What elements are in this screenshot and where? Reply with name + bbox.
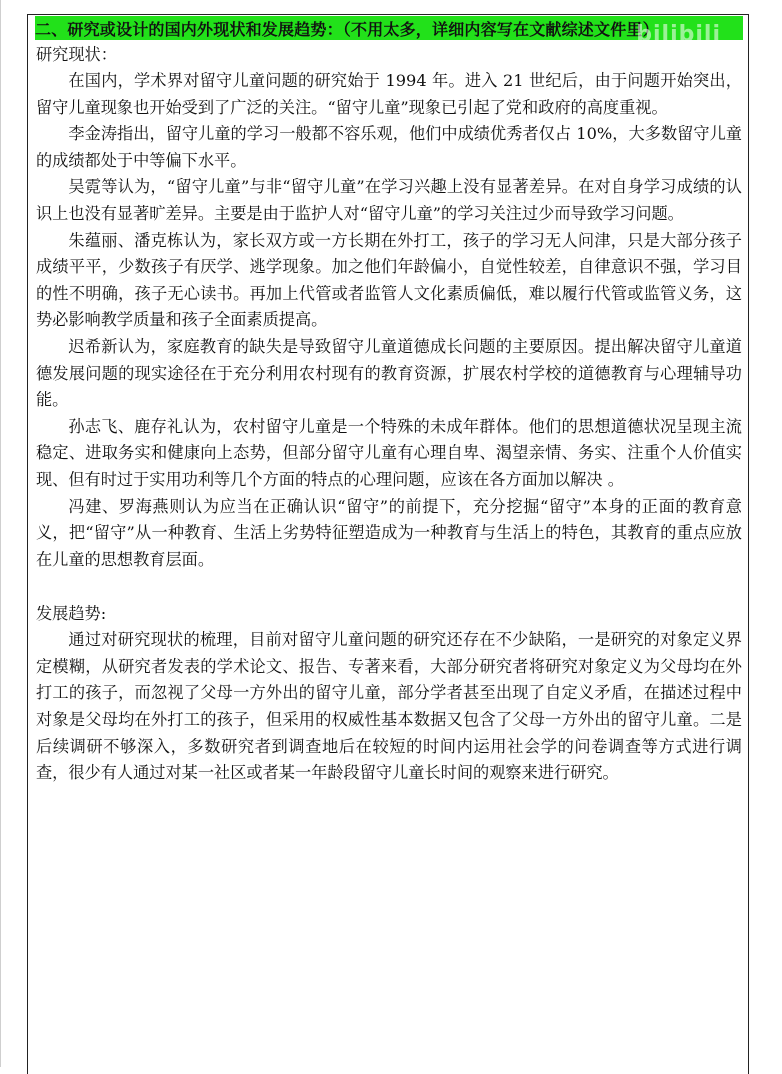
trend-paragraph: 通过对研究现状的梳理，目前对留守儿童问题的研究还存在不少缺陷，一是研究的对象定义界定模糊，从研究者发表的学术论文、报告、专著来看，大部分研究者将研究对象定义为父母均在外打工的孩子，而忽视了父母一方外出的留守儿童，部分学者甚至出现了自定义矛盾，在描述过程中对象是父母均在外打工的孩子，但采用的权威性基本数据又包含了父母一方外出的留守儿童。二是后续调研不够深入，多数研究者到调查地后在较短的时间内运用社会学的问卷调查等方式进行调查，很少有人通过对某一社区或者某一年龄段留守儿童长时间的观察来进行研究。: [36, 630, 742, 783]
status-paragraph: 冯建、罗海燕则认为应当在正确认识“留守”的前提下，充分挖掘“留守”本身的正面的教育意义，把“留守”从一种教育、生活上劣势特征塑造成为一种教育与生活上的特色，其教育的重点应放在儿童的思想教育层面。: [36, 496, 742, 569]
blank-line: [36, 573, 742, 599]
status-paragraph: 迟希新认为，家庭教育的缺失是导致留守儿童道德成长问题的主要原因。提出解决留守儿童道德发展问题的现实途径在于充分利用农村现有的教育资源，扩展农村学校的道德教育与心理辅导功能。: [36, 336, 742, 410]
current-status-label: 研究现状：: [36, 45, 117, 64]
status-paragraph: 在国内，学术界对留守儿童问题的研究始于 1994 年。进入 21 世纪后，由于问题开始突出，留守儿童现象也开始受到了广泛的关注。“留守儿童”现象已引起了党和政府的高度重视。: [36, 71, 742, 117]
bilibili-watermark-logo: bilibili: [636, 22, 721, 40]
status-paragraph: 孙志飞、鹿存礼认为，农村留守儿童是一个特殊的未成年群体。他们的思想道德状况呈现主流稳定、进取务实和健康向上态势，但部分留守儿童有心理自卑、渴望亲情、务实、注重个人价值实现、但有时过于实用功利等几个方面的特点的心理问题，应该在各方面加以解决 。: [36, 416, 742, 489]
status-paragraph: 李金涛指出，留守儿童的学习一般都不容乐观，他们中成绩优秀者仅占 10%，大多数留守儿童的成绩都处于中等偏下水平。: [36, 124, 742, 170]
status-paragraph: 朱蕴丽、潘克栋认为，家长双方或一方长期在外打工，孩子的学习无人问津，只是大部分孩子成绩平平，少数孩子有厌学、逃学现象。加之他们年龄偏小，自觉性较差，自律意识不强，学习目的性不明确，孩子无心读书。再加上代管或者监管人文化素质偏低，难以履行代管或监管义务，这势必影响教学质量和孩子全面素质提高。: [36, 230, 742, 330]
status-paragraph: 吴霓等认为，“留守儿童”与非“留守儿童”在学习兴趣上没有显著差异。在对自身学习成绩的认识上也没有显著旷差异。主要是由于监护人对“留守儿童”的学习关注过少而导致学习问题。: [36, 177, 742, 223]
section-heading-highlighted: [35, 16, 743, 40]
document-content: [36, 16, 742, 787]
viewport-left-edge: [0, 0, 1, 1067]
trend-label: 发展趋势:: [36, 604, 107, 624]
section-heading-text: 二、研究或设计的国内外现状和发展趋势：（不用太多，详细内容写在文献综述文件里）: [35, 19, 659, 39]
